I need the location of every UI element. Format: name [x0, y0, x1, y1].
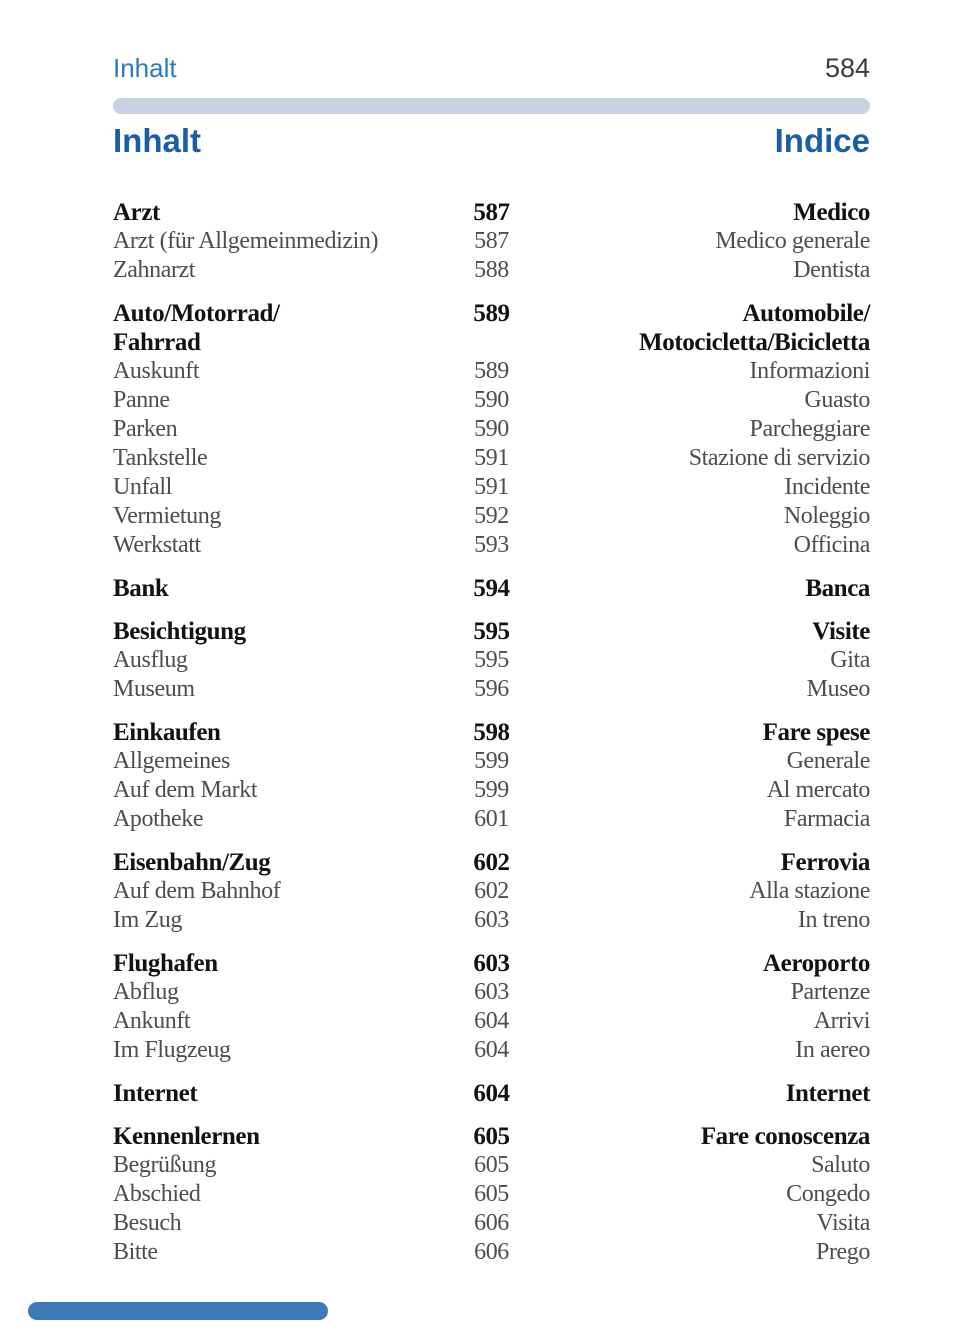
term-italian: Prego — [816, 1239, 870, 1265]
term-german: Auto/Motorrad/ — [113, 300, 280, 327]
term-german: Zahnarzt — [113, 257, 196, 283]
term-italian: In aereo — [795, 1037, 870, 1063]
term-german: Abflug — [113, 979, 179, 1005]
toc-entry-row — [113, 776, 870, 805]
term-german: Besuch — [113, 1210, 182, 1236]
page-ref: 604 — [474, 1037, 509, 1063]
term-german: Ausflug — [113, 647, 188, 673]
term-italian: Banca — [805, 575, 870, 602]
toc-section — [113, 617, 870, 704]
term-german: Apotheke — [113, 806, 204, 832]
page-ref: 606 — [474, 1210, 509, 1236]
term-german: Arzt — [113, 199, 160, 226]
title-row — [113, 120, 870, 162]
term-german: Tankstelle — [113, 445, 208, 471]
page-ref: 601 — [474, 806, 509, 832]
toc-section-head-row — [113, 1122, 870, 1151]
term-german: Auf dem Markt — [113, 777, 258, 803]
toc-list — [113, 198, 870, 1267]
term-german: Kennenlernen — [113, 1123, 260, 1150]
term-italian: Gita — [830, 647, 870, 673]
term-german: Im Zug — [113, 907, 182, 933]
term-italian: Congedo — [786, 1181, 870, 1207]
toc-entry-row — [113, 357, 870, 386]
page-number: 584 — [824, 53, 870, 83]
toc-entry-row — [113, 906, 870, 935]
page-ref: 592 — [474, 503, 509, 529]
term-italian: Aeroporto — [762, 950, 870, 977]
term-german: Eisenbahn/Zug — [113, 849, 271, 876]
page-ref: 589 — [473, 300, 510, 327]
toc-section-head-row — [113, 617, 870, 646]
term-italian: In treno — [797, 907, 870, 933]
term-italian: Arrivi — [813, 1008, 870, 1034]
page-ref: 590 — [474, 387, 509, 413]
term-german: Vermietung — [113, 503, 221, 529]
page-ref: 595 — [473, 618, 510, 645]
term-german: Einkaufen — [113, 719, 221, 746]
term-italian: Ferrovia — [780, 849, 870, 876]
toc-entry-row — [113, 415, 870, 444]
term-italian: Officina — [793, 532, 870, 558]
toc-section-head-row — [113, 574, 870, 603]
term-italian: Generale — [786, 748, 870, 774]
page-ref: 590 — [474, 416, 509, 442]
term-italian: Parcheggiare — [749, 416, 870, 442]
footer-bar — [28, 1302, 328, 1320]
term-italian: Visite — [812, 618, 870, 645]
toc-entry-row — [113, 1238, 870, 1267]
toc-section — [113, 1079, 870, 1108]
term-italian: Medico — [793, 199, 870, 226]
term-italian: Motocicletta/Bicicletta — [639, 329, 870, 356]
term-german: Fahrrad — [113, 329, 201, 356]
page-ref: 603 — [474, 979, 509, 1005]
page-ref: 598 — [473, 719, 510, 746]
toc-entry-row — [113, 1007, 870, 1036]
term-german: Panne — [113, 387, 170, 413]
term-italian: Stazione di servizio — [688, 445, 870, 471]
page-ref: 605 — [473, 1123, 510, 1150]
page-ref: 603 — [473, 950, 510, 977]
toc-section-head-row — [113, 949, 870, 978]
page-ref: 593 — [474, 532, 509, 558]
running-title: Inhalt — [113, 53, 177, 83]
term-italian: Fare conoscenza — [700, 1123, 870, 1150]
toc-section-head-row — [113, 1079, 870, 1108]
page-ref: 606 — [474, 1239, 509, 1265]
page-ref: 591 — [474, 474, 509, 500]
term-german: Abschied — [113, 1181, 201, 1207]
term-german: Besichtigung — [113, 618, 246, 645]
term-german: Ankunft — [113, 1008, 191, 1034]
term-italian: Guasto — [804, 387, 870, 413]
term-german: Allgemeines — [113, 748, 230, 774]
term-german: Werkstatt — [113, 532, 201, 558]
term-german: Begrüßung — [113, 1152, 217, 1178]
page-ref: 604 — [474, 1008, 509, 1034]
term-german: Unfall — [113, 474, 172, 500]
page-title-italian: Indice — [774, 122, 870, 159]
page-ref: 589 — [474, 358, 509, 384]
toc-entry-row — [113, 646, 870, 675]
term-italian: Partenze — [790, 979, 870, 1005]
page-ref: 599 — [474, 777, 509, 803]
toc-section-head-row — [113, 198, 870, 227]
toc-section — [113, 848, 870, 935]
toc-entry-row — [113, 1151, 870, 1180]
toc-entry-row — [113, 444, 870, 473]
toc-section-head-row — [113, 328, 870, 357]
toc-section — [113, 198, 870, 285]
term-german: Auf dem Bahnhof — [113, 878, 281, 904]
term-italian: Noleggio — [783, 503, 870, 529]
page-ref: 588 — [474, 257, 509, 283]
term-italian: Internet — [785, 1080, 870, 1107]
toc-section — [113, 949, 870, 1065]
term-german: Im Flugzeug — [113, 1037, 231, 1063]
term-german: Auskunft — [113, 358, 200, 384]
page-ref: 605 — [474, 1181, 509, 1207]
term-german: Internet — [113, 1080, 198, 1107]
term-german: Flughafen — [113, 950, 218, 977]
term-italian: Al mercato — [766, 777, 870, 803]
header-divider-bar — [113, 98, 870, 114]
toc-entry-row — [113, 473, 870, 502]
page-ref: 595 — [474, 647, 509, 673]
toc-entry-row — [113, 1036, 870, 1065]
page-ref: 596 — [474, 676, 509, 702]
toc-section — [113, 574, 870, 603]
term-italian: Dentista — [793, 257, 870, 283]
term-italian: Visita — [816, 1210, 870, 1236]
page-ref: 591 — [474, 445, 509, 471]
toc-entry-row — [113, 877, 870, 906]
term-italian: Medico generale — [715, 228, 870, 254]
toc-entry-row — [113, 227, 870, 256]
term-italian: Saluto — [811, 1152, 870, 1178]
term-italian: Incidente — [784, 474, 870, 500]
term-italian: Informazioni — [749, 358, 870, 384]
term-german: Bank — [113, 575, 169, 602]
term-italian: Fare spese — [762, 719, 870, 746]
toc-section — [113, 299, 870, 560]
toc-section-head-row — [113, 718, 870, 747]
toc-section-head-row — [113, 299, 870, 328]
toc-section — [113, 718, 870, 834]
toc-entry-row — [113, 1180, 870, 1209]
page-ref — [427, 328, 557, 357]
page-ref: 602 — [473, 849, 510, 876]
term-german: Arzt (für Allgemeinmedizin) — [113, 228, 379, 254]
toc-entry-row — [113, 531, 870, 560]
running-header — [113, 52, 870, 84]
toc-entry-row — [113, 502, 870, 531]
page-ref: 599 — [474, 748, 509, 774]
term-german: Bitte — [113, 1239, 158, 1265]
toc-entry-row — [113, 256, 870, 285]
term-italian: Farmacia — [783, 806, 870, 832]
toc-entry-row — [113, 1209, 870, 1238]
toc-entry-row — [113, 805, 870, 834]
toc-entry-row — [113, 386, 870, 415]
page-ref: 594 — [473, 575, 510, 602]
page-title-german: Inhalt — [113, 122, 201, 159]
term-italian: Automobile/ — [742, 300, 870, 327]
term-italian: Alla stazione — [749, 878, 870, 904]
toc-section-head-row — [113, 848, 870, 877]
toc-entry-row — [113, 675, 870, 704]
term-german: Museum — [113, 676, 195, 702]
toc-entry-row — [113, 747, 870, 776]
toc-section — [113, 1122, 870, 1267]
page-ref: 602 — [474, 878, 509, 904]
term-german: Parken — [113, 416, 178, 442]
page-ref: 587 — [473, 199, 510, 226]
term-italian: Museo — [806, 676, 870, 702]
page-ref: 604 — [473, 1080, 510, 1107]
toc-entry-row — [113, 978, 870, 1007]
page-ref: 587 — [474, 228, 509, 254]
page-content — [113, 0, 870, 1281]
page-ref: 603 — [474, 907, 509, 933]
page-ref: 605 — [474, 1152, 509, 1178]
